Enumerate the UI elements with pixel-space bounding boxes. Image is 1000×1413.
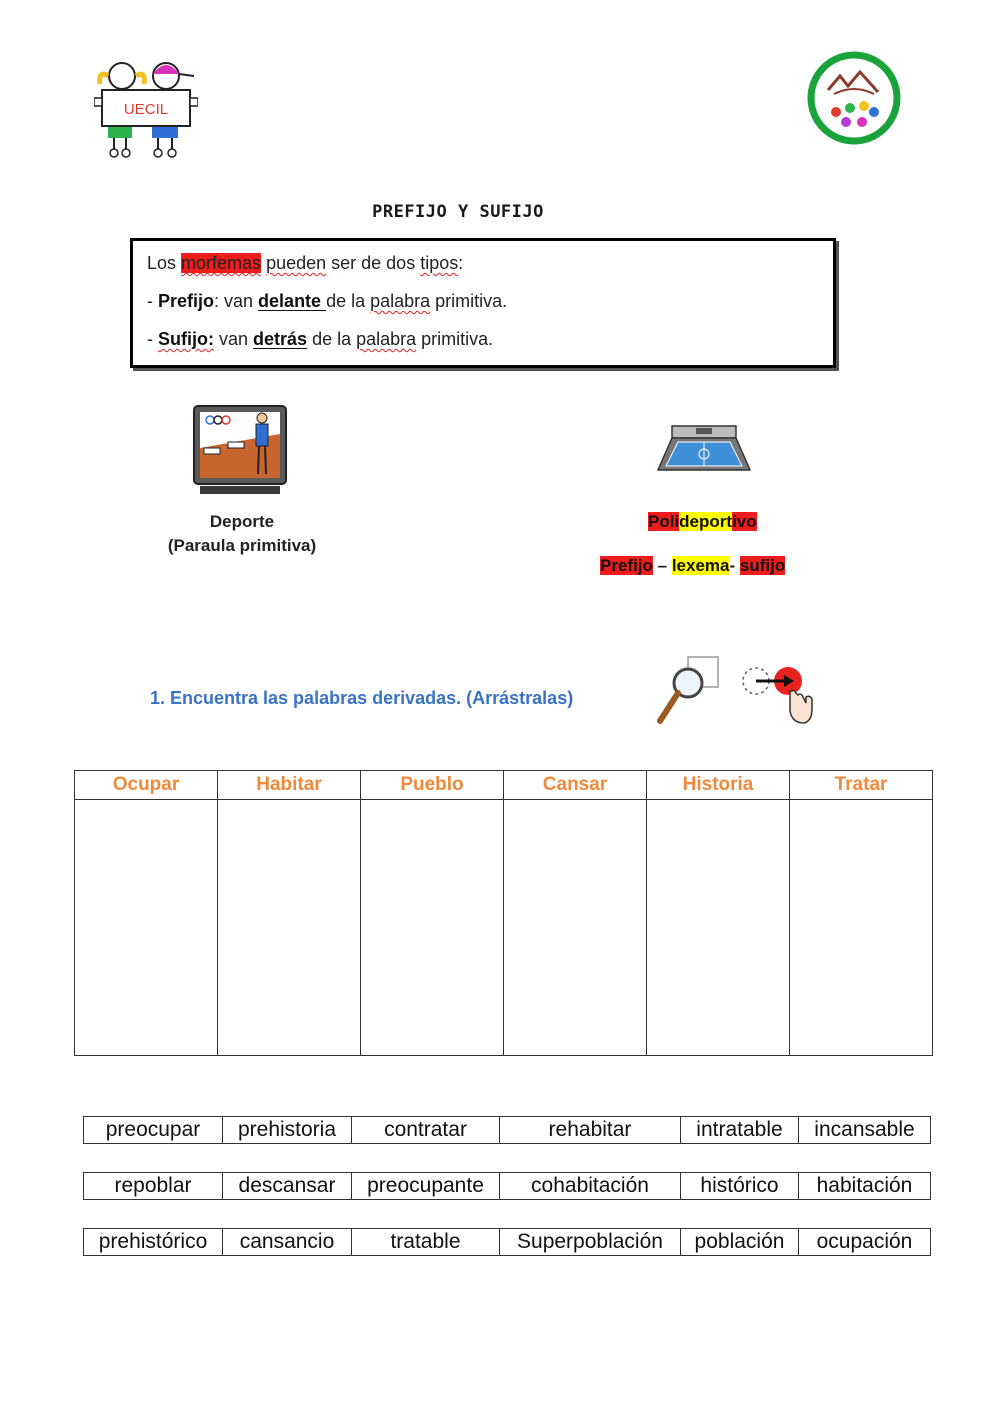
drag-hand-icon [740,663,816,725]
definition-text: primitiva. [430,291,508,311]
column-header: Cansar [504,771,647,800]
draggable-word[interactable]: preocupar [84,1117,223,1144]
definition-text: de la [307,329,357,349]
derived-prefix: Poli [648,512,680,531]
magnifier-icon [654,655,724,727]
drop-zone-row [75,800,933,1056]
definition-line-2 [147,287,819,325]
draggable-word[interactable]: histórico [681,1173,799,1200]
definition-text: de la [326,291,371,311]
definition-text: : van [214,291,259,311]
drop-zone-cansar[interactable] [504,800,647,1056]
draggable-word[interactable]: preocupante [352,1173,500,1200]
prefijo-term: Prefijo [158,291,215,311]
drop-zone-habitar[interactable] [218,800,361,1056]
definition-text: palabra [370,291,431,311]
uecil-logo [94,58,198,158]
sport-tv-pictogram-icon [192,404,288,496]
draggable-word[interactable]: población [681,1229,799,1256]
word-bank-row [83,1116,931,1144]
draggable-word[interactable]: intratable [681,1117,799,1144]
draggable-word[interactable]: cansancio [223,1229,352,1256]
drop-zone-historia[interactable] [647,800,790,1056]
draggable-word[interactable]: prehistoria [223,1117,352,1144]
draggable-word[interactable]: habitación [799,1173,931,1200]
column-header: Tratar [790,771,933,800]
morpheme-structure [600,554,840,578]
definition-text: pueden [266,253,327,273]
exercise-instruction: 1. Encuentra las palabras derivadas. (Arrástralas) [150,688,574,708]
primitive-word-label: (Paraula primitiva) [167,536,317,555]
structure-suffix: sufijo [739,556,786,575]
derived-word-caption [600,510,840,578]
definition-text: primitiva. [416,329,494,349]
column-header: Habitar [218,771,361,800]
draggable-word[interactable]: rehabitar [500,1117,681,1144]
column-header: Ocupar [75,771,218,800]
drop-zone-tratar[interactable] [790,800,933,1056]
morfemas-highlight: morfemas [181,253,262,273]
definition-text: tipos [420,253,459,273]
drop-zone-pueblo[interactable] [361,800,504,1056]
draggable-word[interactable]: repoblar [84,1173,223,1200]
sufijo-term: Sufijo: [158,329,214,349]
definition-text: palabra [356,329,417,349]
drop-zone-ocupar[interactable] [75,800,218,1056]
page-title: PREFIJO Y SUFIJO [372,202,544,222]
structure-separator: – [652,556,672,575]
draggable-word[interactable]: contratar [352,1117,500,1144]
definition-text: Los [147,253,182,273]
definition-text: - [147,291,158,311]
definition-text: ser de dos [326,253,421,273]
word-bank-row [83,1172,931,1200]
definition-text: - [147,329,158,349]
definition-line-1 [147,249,819,287]
draggable-word[interactable]: ocupación [799,1229,931,1256]
definition-line-3 [147,325,819,363]
derived-lexeme: deport [679,512,733,531]
position-term: detrás [253,329,308,349]
stadium-pictogram-icon [656,424,752,476]
structure-lexeme: lexema [671,556,730,575]
derived-word [600,510,840,534]
column-header: Historia [647,771,790,800]
structure-prefix: Prefijo [600,556,653,575]
draggable-word[interactable]: descansar [223,1173,352,1200]
school-emblem-icon [806,50,902,146]
definition-box [130,238,836,368]
draggable-word[interactable]: Superpoblación [500,1229,681,1256]
drop-table-header-row [75,771,933,800]
derived-suffix: ivo [732,512,757,531]
word-bank-row [83,1228,931,1256]
position-term: delante [258,291,327,311]
primitive-word: Deporte [209,512,275,531]
primitive-word-caption [142,510,342,558]
uecil-logo-text: UECIL [123,101,169,118]
draggable-word[interactable]: tratable [352,1229,500,1256]
structure-separator: - [729,556,740,575]
column-header: Pueblo [361,771,504,800]
drop-table [74,770,933,1056]
definition-text: : [458,253,464,273]
definition-text: van [214,329,254,349]
draggable-word[interactable]: cohabitación [500,1173,681,1200]
draggable-word[interactable]: prehistórico [84,1229,223,1256]
draggable-word[interactable]: incansable [799,1117,931,1144]
